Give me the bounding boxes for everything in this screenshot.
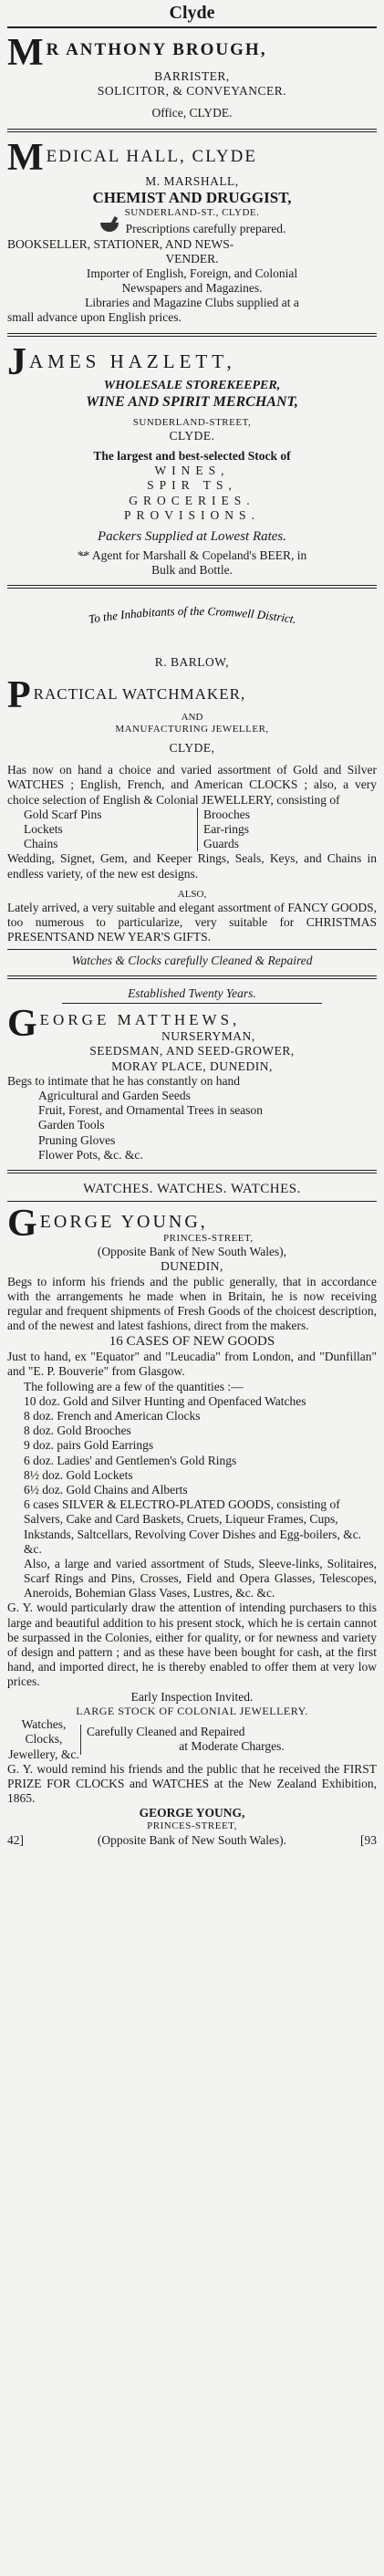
- ad-line: R. BARLOW,: [154, 654, 230, 669]
- ad-brough: [7, 31, 377, 125]
- ad-line: (Opposite Bank of New South Wales),: [97, 1245, 287, 1259]
- list-item: 6½ doz. Gold Chains and Alberts: [24, 1482, 188, 1497]
- ad-matthews: [7, 983, 377, 1166]
- ad-line: BOOKSELLER, STATIONER, AND NEWS-: [7, 236, 234, 251]
- ad-line: CLYDE,: [169, 741, 215, 756]
- ad-name: RACTICAL WATCHMAKER,: [33, 684, 246, 703]
- ad-line: Established Twenty Years.: [128, 986, 256, 1000]
- ad-paragraph: Also, a large and varied assortment of Studs, Sleeve-links, Solitaires, Scarf Rings and Pins, Crosses, Field and Opera Glasses, Telescopes, Aneroids, Bohemian Glass Vases, Lustres, &c. &c.: [24, 1556, 377, 1601]
- footer-line: [7, 1833, 377, 1848]
- ad-line: AND: [181, 711, 203, 723]
- list-item: Garden Tools: [38, 1118, 105, 1132]
- list-item: 6 cases SILVER & ELECTRO-PLATED GOODS, consisting of Salvers, Cake and Card Baskets, Cruets, Liqueur Frames, Cups, Inkstands, Saltcellars, Revolving Cover Dishes and Egg-boilers, &c. &c.: [24, 1497, 362, 1556]
- ad-line: MORAY PLACE, DUNEDIN,: [111, 1059, 273, 1073]
- ad-line: Begs to intimate that he has constantly on hand: [7, 1073, 240, 1088]
- ad-line: Early Inspection Invited.: [130, 1689, 254, 1704]
- ad-line: small advance upon English prices.: [7, 310, 182, 325]
- divider: [7, 129, 377, 132]
- list-item: 9 doz. pairs Gold Earrings: [24, 1438, 154, 1453]
- ad-paragraph: G. Y. would remind his friends and the public that he received the FIRST PRIZE FOR CLOCKS and WATCHES at the New Zealand Exhibition, 1865.: [7, 1761, 377, 1806]
- divider: [7, 949, 377, 950]
- ad-name: EORGE MATTHEWS,: [39, 1010, 241, 1028]
- list-item: 8 doz. Gold Brooches: [24, 1424, 131, 1438]
- list-item: Chains: [24, 837, 58, 851]
- ad-line: WINE AND SPIRIT MERCHANT,: [86, 394, 298, 411]
- list-item: 6 doz. Ladies' and Gentlemen's Gold Rings: [24, 1453, 237, 1467]
- ad-line: Office, CLYDE.: [151, 106, 233, 120]
- list-item: Brooches: [203, 807, 250, 821]
- ad-line: Watches,: [21, 1717, 67, 1732]
- ad-hazlett: [7, 340, 377, 582]
- ad-line: The following are a few of the quantities :—: [24, 1379, 244, 1393]
- ad-line: Clocks,: [25, 1732, 63, 1747]
- ad-line: MANUFACTURING JEWELLER,: [115, 723, 269, 735]
- divider: [7, 1201, 377, 1202]
- ad-line: SPIR TS,: [147, 478, 237, 493]
- ad-line: DUNEDIN,: [161, 1259, 223, 1274]
- divider: [7, 26, 377, 28]
- ad-line: CHEMIST AND DRUGGIST,: [92, 188, 292, 206]
- divider: [7, 1170, 377, 1173]
- ad-line: VENDER.: [165, 251, 219, 266]
- ad-line: PROVISIONS.: [124, 507, 260, 522]
- ad-line: BARRISTER,: [154, 69, 230, 83]
- list-item: Lockets: [24, 822, 63, 836]
- item-list: [7, 1394, 377, 1557]
- ad-line: Watches & Clocks carefully Cleaned & Repaired: [71, 953, 313, 967]
- ad-line: 16 CASES OF NEW GOODS: [109, 1334, 275, 1350]
- ad-line: *̶* Agent for Marshall & Copeland's BEER, in: [77, 548, 307, 562]
- ad-line: SEEDSMAN, AND SEED-GROWER,: [89, 1044, 295, 1059]
- ad-paragraph: Wedding, Signet, Gem, and Keeper Rings, Seals, Keys, and Chains in endless variety, of the new est designs.: [7, 851, 377, 881]
- ad-paragraph: Begs to inform his friends and the public generally, that in accordance with the arrangements he made when in Britain, he is now receiving regular and frequent shipments of Fresh Goods of the choicest description, and of the newest and latest fashions, direct from the makers.: [7, 1274, 377, 1333]
- ad-name: R ANTHONY BROUGH,: [46, 40, 267, 59]
- list-item: Pruning Gloves: [38, 1132, 116, 1147]
- ad-line: Jewellery, &c.: [8, 1747, 79, 1761]
- ad-line: Prescriptions carefully prepared.: [125, 222, 286, 236]
- ad-line: Packers Supplied at Lowest Rates.: [97, 528, 287, 544]
- list-item: Fruit, Forest, and Ornamental Trees in season: [38, 1103, 263, 1118]
- ad-name: EORGE YOUNG,: [39, 1211, 208, 1232]
- ad-medical-hall: [7, 136, 377, 329]
- drop-cap: M: [7, 139, 44, 174]
- drop-cap: G: [7, 1005, 37, 1045]
- ad-line: (Opposite Bank of New South Wales).: [97, 1832, 287, 1847]
- ad-barlow: [7, 592, 377, 971]
- list-item: Agricultural and Garden Seeds: [38, 1089, 191, 1103]
- ad-line: LARGE STOCK OF COLONIAL JEWELLERY.: [76, 1704, 308, 1717]
- ad-line: Newspapers and Magazines.: [121, 281, 263, 296]
- ad-line: WINES,: [154, 464, 230, 478]
- drop-cap: P: [7, 676, 31, 712]
- ad-line: SUNDERLAND-STREET,: [132, 416, 252, 428]
- ad-line: at Moderate Charges.: [179, 1739, 285, 1754]
- ad-line: ALSO,: [177, 888, 207, 900]
- ad-line: SOLICITOR, & CONVEYANCER.: [97, 84, 287, 99]
- ad-line: NURSERYMAN,: [161, 1029, 255, 1044]
- divider: [62, 1003, 322, 1004]
- ad-line: Bulk and Bottle.: [151, 563, 233, 578]
- divider: [7, 585, 377, 589]
- divider: [7, 333, 377, 337]
- list-item: Ear-rings: [203, 822, 249, 836]
- ad-line: CLYDE.: [169, 428, 215, 443]
- ad-line: Libraries and Magazine Clubs supplied at a: [85, 296, 299, 310]
- ad-line: Carefully Cleaned and Repaired: [87, 1725, 245, 1739]
- ad-young: [7, 1177, 377, 1851]
- item-list: [7, 808, 377, 852]
- ad-line: M. MARSHALL,: [145, 173, 239, 188]
- list-item: 8 doz. French and American Clocks: [24, 1409, 201, 1424]
- svg-text:To the Inhabitants of the Crom: [88, 604, 297, 626]
- ad-paragraph: Just to hand, ex "Equator" and "Leucadia" from London, and "Dunfillan" and "E. P. Bouverie" from Glasgow.: [7, 1350, 377, 1379]
- arched-heading: [7, 596, 377, 645]
- list-item: Flower Pots, &c. &c.: [38, 1147, 143, 1162]
- mortar-pestle-icon: [99, 219, 122, 235]
- drop-cap: G: [7, 1205, 37, 1245]
- ad-line: PRINCES-STREET,: [147, 1820, 237, 1832]
- ad-name: EDICAL HALL, CLYDE: [46, 146, 257, 166]
- list-item: Gold Scarf Pins: [24, 807, 102, 821]
- ad-line: GROCERIES.: [129, 493, 255, 507]
- ad-line: Importer of English, Foreign, and Colonial: [86, 266, 298, 280]
- ad-line: GEORGE YOUNG,: [139, 1806, 245, 1820]
- ad-paragraph: Has now on hand a choice and varied assortment of Gold and Silver WATCHES ; English, French, and American CLOCKS ; also, a very choice selection of English & Colonial JEWELLERY, consisting of: [7, 763, 377, 807]
- ad-name: AMES HAZLETT,: [29, 349, 236, 372]
- ad-line: WHOLESALE STOREKEEPER,: [103, 378, 281, 392]
- page-header: Clyde: [169, 3, 215, 23]
- drop-cap: J: [7, 343, 26, 379]
- list-item: Guards: [203, 837, 239, 851]
- ad-paragraph: G. Y. would particularly draw the attention of intending purchasers to this large and beautiful addition to his present stock, which he is certain cannot be surpassed in the Colonies, either for quality, or for newness and variety of design and pattern ; and as these have been bought for cash, at the first hand, and imported direct, he is thereby enabled to offer them at very low prices.: [7, 1601, 377, 1689]
- ad-line: WATCHES. WATCHES. WATCHES.: [83, 1181, 301, 1196]
- ad-line: PRINCES-STREET,: [163, 1232, 254, 1244]
- ad-paragraph: Lately arrived, a very suitable and elegant assortment of FANCY GOODS, too numerous to particularize, very suitable for CHRISTMAS PRESENTSAND NEW YEAR'S GIFTS.: [7, 900, 377, 944]
- ad-line: The largest and best-selected Stock of: [93, 449, 291, 463]
- newspaper-page: [7, 0, 377, 1851]
- ref-number: [93: [359, 1832, 377, 1847]
- arc-text: To the Inhabitants of the Cromwell District.: [88, 604, 297, 627]
- divider: [7, 975, 377, 979]
- repair-block: [7, 1717, 377, 1762]
- ref-number: 42]: [7, 1832, 24, 1847]
- list-item: 8½ doz. Gold Lockets: [24, 1467, 133, 1482]
- ad-line: SUNDERLAND-ST., CLYDE.: [124, 207, 260, 219]
- list-item: 10 doz. Gold and Silver Hunting and Openfaced Watches: [24, 1393, 306, 1408]
- drop-cap: M: [7, 35, 44, 69]
